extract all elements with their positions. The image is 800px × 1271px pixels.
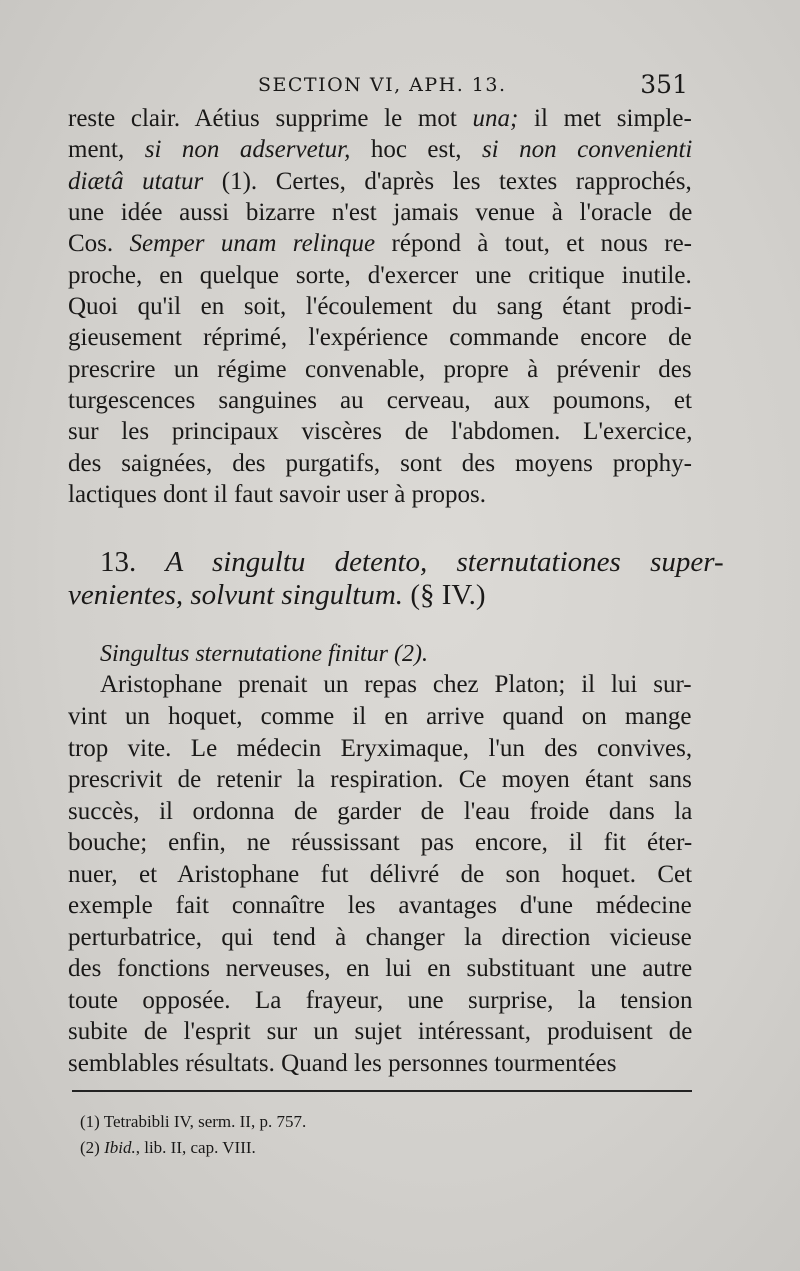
text-line: reste clair. Aétius supprime le mot una; il met simple-: [68, 105, 692, 132]
text-line: gieusement réprimé, l'expérience commande encore de: [68, 324, 692, 351]
text-line: lactiques dont il faut savoir user à propos.: [68, 481, 486, 508]
text-line: sur les principaux viscères de l'abdomen. L'exercice,: [68, 418, 693, 445]
text-line: toute opposée. La frayeur, une surprise, la tension: [68, 987, 693, 1014]
text-line: succès, il ordonna de garder de l'eau froide dans la: [68, 798, 693, 825]
text-line: prescrivit de retenir la respiration. Ce moyen étant sans: [68, 766, 692, 793]
text-line: des saignées, des purgatifs, sont des moyens prophy-: [68, 450, 692, 477]
aphorism-line: 13. A singultu detento, sternutationes super-: [100, 546, 724, 578]
text-line: Cos. Semper unam relinque répond à tout, et nous re-: [68, 230, 692, 257]
footnote: (2) Ibid., lib. II, cap. VIII.: [80, 1138, 256, 1157]
text-line: Aristophane prenait un repas chez Platon; il lui sur-: [100, 671, 692, 698]
page-number: 351: [640, 70, 688, 99]
text-line: subite de l'esprit sur un sujet intéressant, produisent de: [68, 1018, 693, 1045]
text-line: ment, si non adservetur, hoc est, si non convenienti: [68, 136, 693, 163]
footnote: (1) Tetrabibli IV, serm. II, p. 757.: [80, 1112, 307, 1131]
text-line: une idée aussi bizarre n'est jamais venue à l'oracle de: [68, 199, 693, 226]
text-line: perturbatrice, qui tend à changer la direction vicieuse: [68, 924, 692, 951]
aphorism-line: venientes, solvunt singultum. (§ IV.): [68, 579, 486, 611]
text-line: vint un hoquet, comme il en arrive quand on mange: [68, 703, 692, 730]
text-line: prescrire un régime convenable, propre à prévenir des: [68, 356, 692, 383]
text-line: turgescences sanguines au cerveau, aux poumons, et: [68, 387, 692, 414]
text-line: trop vite. Le médecin Eryximaque, l'un des convives,: [68, 735, 693, 762]
running-head: SECTION VI, APH. 13.: [258, 74, 507, 96]
text-line: bouche; enfin, ne réussissant pas encore, il fit éter-: [68, 829, 693, 856]
text-line: Quoi qu'il en soit, l'écoulement du sang étant prodi-: [68, 293, 692, 320]
text-line: proche, en quelque sorte, d'exercer une critique inutile.: [68, 262, 692, 289]
footnote-rule: [72, 1090, 692, 1092]
text-line: des fonctions nerveuses, en lui en substituant une autre: [68, 955, 693, 982]
text-line: semblables résultats. Quand les personnes tourmentées: [68, 1050, 617, 1077]
text-line: exemple fait connaître les avantages d'une médecine: [68, 892, 692, 919]
text-line: nuer, et Aristophane fut délivré de son hoquet. Cet: [68, 861, 693, 888]
page-header: [230, 68, 688, 104]
subtitle: Singultus sternutatione finitur (2).: [100, 641, 428, 667]
text-line: diætâ utatur (1). Certes, d'après les textes rapprochés,: [68, 168, 692, 195]
